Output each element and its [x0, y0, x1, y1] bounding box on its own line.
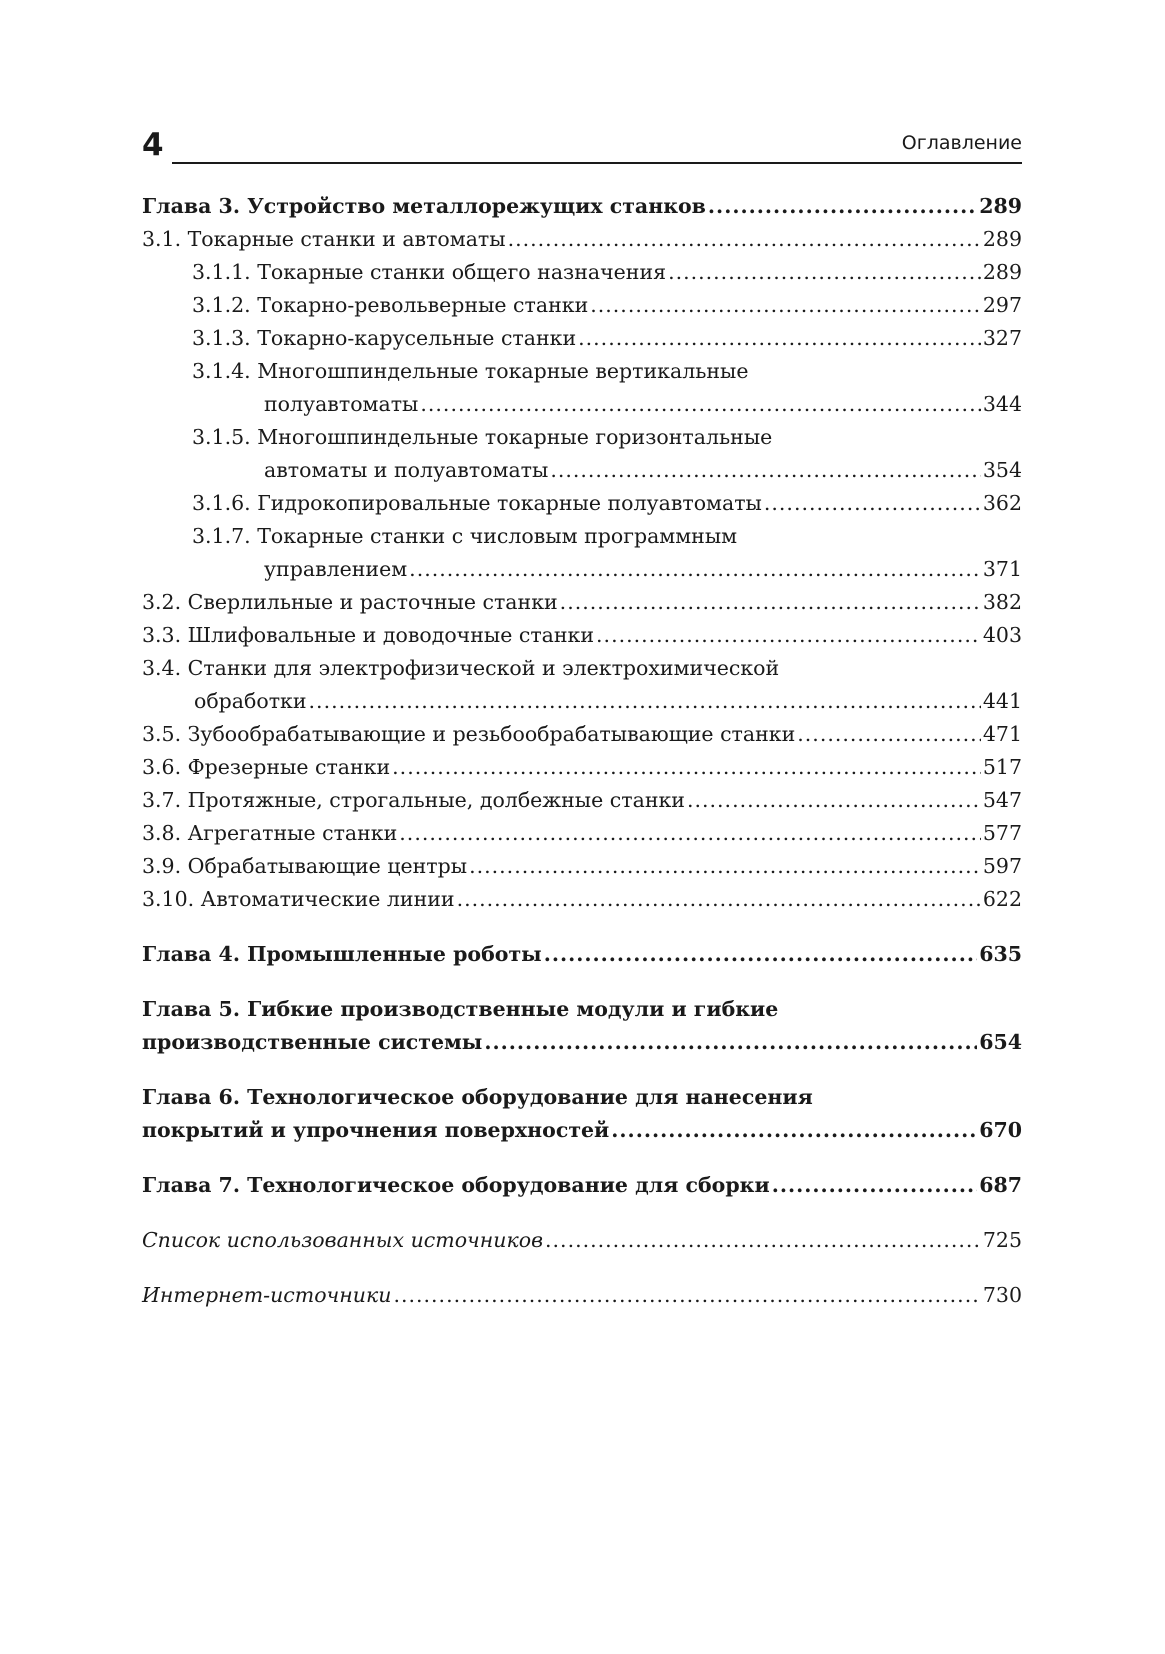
leader-dots [668, 256, 981, 289]
leader-dots [550, 454, 981, 487]
toc-entry-3-1-6[interactable] [142, 487, 1022, 520]
toc-entry-3-2[interactable] [142, 586, 1022, 619]
toc-entry-title: Глава 5. Гибкие производственные модули и гибкие [142, 997, 779, 1021]
leader-dots [560, 586, 981, 619]
leader-dots [590, 289, 981, 322]
toc-entry-title: 3.1.2. Токарно-револьверные станки [192, 293, 589, 317]
toc-entry-title-continued: автоматы и полуавтоматы [264, 458, 549, 482]
leader-dots [797, 718, 981, 751]
toc-entry-title: 3.4. Станки для электрофизической и электрохимической [142, 656, 780, 680]
toc-entry-3-1-3[interactable] [142, 322, 1022, 355]
leader-dots [484, 1026, 977, 1059]
leader-dots [611, 1114, 977, 1147]
running-title: Оглавление [901, 132, 1022, 154]
toc-entry-page: 517 [982, 755, 1022, 779]
toc-entry-title: Список использованных источников [142, 1228, 544, 1252]
toc-entry-page: 635 [979, 942, 1022, 966]
toc-entry-page: 354 [982, 458, 1022, 482]
toc-entry-title: 3.1.1. Токарные станки общего назначения [192, 260, 667, 284]
leader-dots [596, 619, 981, 652]
header-rule [172, 162, 1022, 164]
leader-dots [469, 850, 981, 883]
toc-entry-page: 725 [982, 1228, 1022, 1252]
toc-entry-title-continued: полуавтоматы [264, 392, 419, 416]
leader-dots [544, 938, 978, 971]
toc-entry-title: Глава 6. Технологическое оборудование для нанесения [142, 1085, 813, 1109]
toc-entry-title-continued: обработки [194, 689, 307, 713]
toc-entry-page: 670 [979, 1118, 1022, 1142]
toc-entry-page: 289 [982, 260, 1022, 284]
leader-dots [392, 751, 981, 784]
toc-entry-title: 3.5. Зубообрабатывающие и резьбообрабатывающие станки [142, 722, 796, 746]
toc-entry-chapter-4[interactable] [142, 938, 1022, 971]
leader-dots [687, 784, 981, 817]
toc-entry-title-continued: производственные системы [142, 1030, 483, 1054]
toc-entry-3-9[interactable] [142, 850, 1022, 883]
leader-dots [399, 817, 981, 850]
toc-entry-page: 730 [982, 1283, 1022, 1307]
toc-entry-page: 289 [982, 227, 1022, 251]
toc-entry-page: 441 [982, 689, 1022, 713]
toc-entry-page: 297 [982, 293, 1022, 317]
toc-entry-chapter-6[interactable] [142, 1081, 1022, 1147]
toc-entry-references[interactable] [142, 1224, 1022, 1257]
toc-entry-3-3[interactable] [142, 619, 1022, 652]
toc-entry-page: 289 [979, 194, 1022, 218]
leader-dots [764, 487, 981, 520]
toc-entry-title: Интернет-источники [142, 1283, 392, 1307]
toc-entry-3-7[interactable] [142, 784, 1022, 817]
toc-entry-title: 3.1.7. Токарные станки с числовым программным [192, 524, 738, 548]
leader-dots [772, 1169, 978, 1202]
toc-entry-title: 3.10. Автоматические линии [142, 887, 455, 911]
toc-entry-title: Глава 3. Устройство металлорежущих станков [142, 194, 706, 218]
toc-entry-page: 597 [982, 854, 1022, 878]
toc-entry-3-1[interactable] [142, 223, 1022, 256]
toc-entry-chapter-3[interactable] [142, 190, 1022, 223]
toc-entry-page: 382 [982, 590, 1022, 614]
toc-entry-title-continued: покрытий и упрочнения поверхностей [142, 1118, 610, 1142]
toc-entry-3-6[interactable] [142, 751, 1022, 784]
leader-dots [409, 553, 981, 586]
toc-entry-chapter-5[interactable] [142, 993, 1022, 1059]
toc-entry-title: 3.9. Обрабатывающие центры [142, 854, 468, 878]
toc-entry-title: 3.2. Сверлильные и расточные станки [142, 590, 558, 614]
leader-dots [457, 883, 981, 916]
toc-entry-title: 3.3. Шлифовальные и доводочные станки [142, 623, 595, 647]
toc-entry-3-1-1[interactable] [142, 256, 1022, 289]
toc-entry-page: 654 [979, 1030, 1022, 1054]
toc-entry-page: 344 [982, 392, 1022, 416]
toc-entry-internet-sources[interactable] [142, 1279, 1022, 1312]
toc-entry-title: 3.7. Протяжные, строгальные, долбежные станки [142, 788, 685, 812]
toc-entry-chapter-7[interactable] [142, 1169, 1022, 1202]
toc-entry-page: 362 [982, 491, 1022, 515]
toc-entry-title: 3.1.5. Многошпиндельные токарные горизонтальные [192, 425, 773, 449]
toc-entry-3-10[interactable] [142, 883, 1022, 916]
toc-entry-3-8[interactable] [142, 817, 1022, 850]
toc-entry-title: 3.1. Токарные станки и автоматы [142, 227, 506, 251]
toc-entry-3-4[interactable] [142, 652, 1022, 718]
table-of-contents [142, 190, 1022, 1312]
toc-entry-page: 622 [982, 887, 1022, 911]
toc-entry-title: 3.1.4. Многошпиндельные токарные вертикальные [192, 359, 749, 383]
leader-dots [420, 388, 980, 421]
toc-entry-title: Глава 7. Технологическое оборудование для сборки [142, 1173, 770, 1197]
leader-dots [545, 1224, 981, 1257]
leader-dots [309, 685, 981, 718]
leader-dots [393, 1279, 980, 1312]
toc-entry-page: 687 [979, 1173, 1022, 1197]
toc-entry-title: 3.1.3. Токарно-карусельные станки [192, 326, 577, 350]
toc-entry-title: 3.8. Агрегатные станки [142, 821, 398, 845]
toc-entry-page: 403 [982, 623, 1022, 647]
toc-entry-3-1-2[interactable] [142, 289, 1022, 322]
leader-dots [578, 322, 981, 355]
toc-entry-page: 327 [982, 326, 1022, 350]
toc-entry-title: 3.1.6. Гидрокопировальные токарные полуавтоматы [192, 491, 762, 515]
leader-dots [508, 223, 981, 256]
toc-entry-title: 3.6. Фрезерные станки [142, 755, 391, 779]
toc-entry-3-1-5[interactable] [142, 421, 1022, 487]
toc-entry-page: 471 [982, 722, 1022, 746]
toc-entry-title: Глава 4. Промышленные роботы [142, 942, 542, 966]
toc-entry-page: 547 [982, 788, 1022, 812]
page-number: 4 [142, 127, 164, 163]
toc-entry-page: 577 [982, 821, 1022, 845]
toc-entry-3-5[interactable] [142, 718, 1022, 751]
toc-entry-title-continued: управлением [264, 557, 408, 581]
toc-entry-3-1-7[interactable] [142, 520, 1022, 586]
toc-entry-page: 371 [982, 557, 1022, 581]
toc-entry-3-1-4[interactable] [142, 355, 1022, 421]
leader-dots [708, 190, 977, 223]
